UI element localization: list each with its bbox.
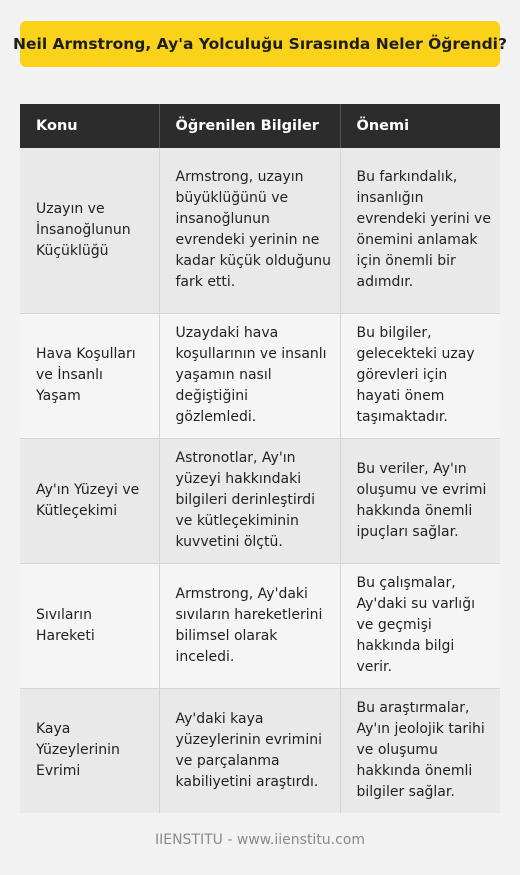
- column-header-learned: Öğrenilen Bilgiler: [159, 104, 340, 148]
- learned-cell: Armstrong, uzayın büyüklüğünü ve insanoğlunun evrendeki yerinin ne kadar küçük olduğunu fark etti.: [159, 148, 340, 313]
- learned-cell: Armstrong, Ay'daki sıvıların hareketlerini bilimsel olarak inceledi.: [159, 563, 340, 688]
- importance-cell: Bu araştırmalar, Ay'ın jeolojik tarihi ve oluşumu hakkında önemli bilgiler sağlar.: [340, 688, 500, 813]
- info-table: [20, 104, 500, 813]
- importance-cell: Bu bilgiler, gelecekteki uzay görevleri için hayati önem taşımaktadır.: [340, 313, 500, 438]
- topic-cell: Uzayın ve İnsanoğlunun Küçüklüğü: [20, 148, 159, 313]
- topic-cell: Sıvıların Hareketi: [20, 563, 159, 688]
- importance-cell: Bu çalışmalar, Ay'daki su varlığı ve geçmişi hakkında bilgi verir.: [340, 563, 500, 688]
- table-header-row: [20, 104, 500, 148]
- table-row: [20, 563, 500, 688]
- footer-text: IIENSTITU - www.iienstitu.com: [154, 832, 366, 848]
- table-row: [20, 438, 500, 563]
- importance-cell: Bu farkındalık, insanlığın evrendeki yerini ve önemini anlamak için önemli bir adımdır.: [340, 148, 500, 313]
- topic-cell: Hava Koşulları ve İnsanlı Yaşam: [20, 313, 159, 438]
- page-title: Neil Armstrong, Ay'a Yolculuğu Sırasında Neler Öğrendi?: [20, 21, 500, 67]
- importance-cell: Bu veriler, Ay'ın oluşumu ve evrimi hakkında önemli ipuçları sağlar.: [340, 438, 500, 563]
- learned-cell: Ay'daki kaya yüzeylerinin evrimini ve parçalanma kabiliyetini araştırdı.: [159, 688, 340, 813]
- column-header-topic: Konu: [20, 104, 159, 148]
- table-row: [20, 688, 500, 813]
- table-row: [20, 313, 500, 438]
- topic-cell: Kaya Yüzeylerinin Evrimi: [20, 688, 159, 813]
- column-header-importance: Önemi: [340, 104, 500, 148]
- topic-cell: Ay'ın Yüzeyi ve Kütleçekimi: [20, 438, 159, 563]
- table-row: [20, 148, 500, 313]
- learned-cell: Uzaydaki hava koşullarının ve insanlı yaşamın nasıl değiştiğini gözlemledi.: [159, 313, 340, 438]
- learned-cell: Astronotlar, Ay'ın yüzeyi hakkındaki bilgileri derinleştirdi ve kütleçekiminin kuvvetini ölçtü.: [159, 438, 340, 563]
